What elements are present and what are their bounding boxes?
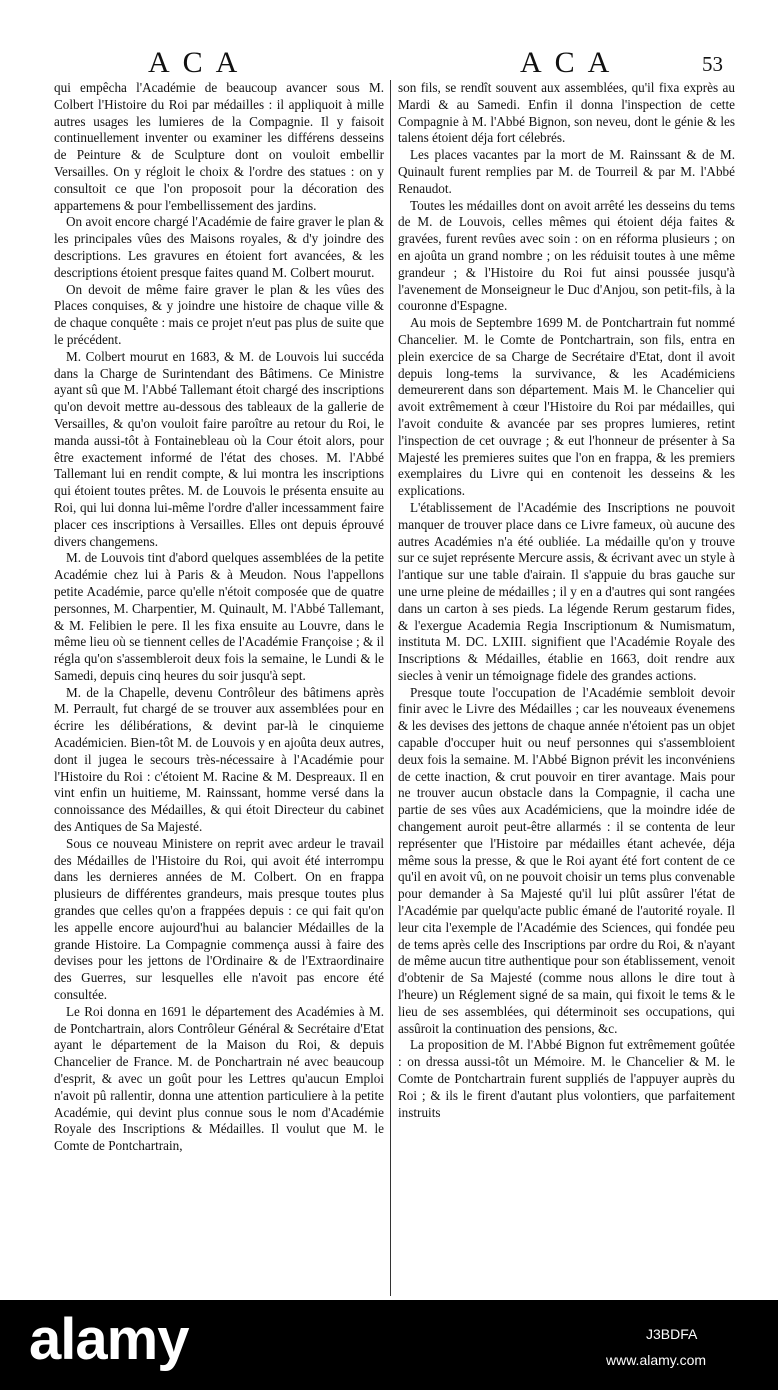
running-head-right: ACA (520, 46, 623, 79)
paragraph: M. de Louvois tint d'abord quelques assemblées de la petite Académie chez lui à Paris & à Meudon. Nous l'appellons petite Académie, parce qu'elle n'étoit composée que de quatre personnes, M. Charpentier, M. Quinault, M. l'Abbé Tallemant, & M. Felibien le pere. Il les fixa ensuite au Louvre, dans le même lieu où se tiennent celles de l'Académie Françoise ; & il régla qu'on s'assembleroit deux fois la semaine, le Lundi & le Samedi, depuis cinq heures du soir jusqu'à sept. (54, 550, 384, 683)
paragraph: M. de la Chapelle, devenu Contrôleur des bâtimens après M. Perrault, fut chargé de se trouver aux assemblées pour en écrire les délibérations, & devint par-là le cinquieme Académicien. Bien-tôt M. de Louvois y en ajoûta deux autres, dont il jugea le secours très-nécessaire à l'Académie pour l'Histoire du Roi : c'étoient M. Racine & M. Despreaux. Il en vint enfin un huitieme, M. Rainssant, homme versé dans la connoissance des Médailles, & qui étoit Directeur du cabinet des Antiques de Sa Majesté. (54, 684, 384, 835)
paragraph: On devoit de même faire graver le plan & les vûes des Places conquises, & y joindre une histoire de chaque ville & de chaque conquête : mais ce projet n'eut pas plus de suite que le précédent. (54, 281, 384, 347)
text-column-left (54, 80, 384, 1155)
paragraph: Le Roi donna en 1691 le département des Académies à M. de Pontchartrain, alors Contrôleur Général & Secrétaire d'Etat ayant le département de la Maison du Roi, & depuis Chancelier de France. M. de Ponchartrain né avec beaucoup d'esprit, & avec un goût pour les Lettres qu'aucun Emploi n'avoit pû rallentir, donna une attention particuliere à la petite Académie, qui devint plus connue sous le nom d'Académie Royale des Inscriptions & Médailles. Il voulut que M. le Comte de Pontchartrain, (54, 1003, 384, 1154)
paragraph: La proposition de M. l'Abbé Bignon fut extrêmement goûtée : on dressa aussi-tôt un Mémoire. M. le Chancelier & M. le Comte de Pontchartrain furent suppliés de l'appuyer auprès du Roi ; & ils le firent d'autant plus volontiers, que parfaitement instruits (398, 1037, 735, 1120)
paragraph: qui empêcha l'Académie de beaucoup avancer sous M. Colbert l'Histoire du Roi par médailles : il appliquoit à mille autres usages les lumieres de la Compagnie. Il y faisoit continuellement inventer ou examiner les différens desseins de Peinture & de Sculpture dont on vouloit embellir Versailles. On y régloit le choix & l'ordre des statues : on y consultoit ce que l'on proposoit pour la décoration des appartemens & pour l'embellissement des jardins. (54, 80, 384, 213)
text-column-right (398, 80, 735, 1121)
image-id: J3BDFA (646, 1326, 698, 1342)
running-head-left: ACA (148, 46, 251, 79)
page-number: 53 (702, 52, 723, 76)
paragraph: M. Colbert mourut en 1683, & M. de Louvois lui succéda dans la Charge de Surintendant des Bâtimens. Ce Ministre ayant sû que M. l'Abbé Tallemant étoit chargé des inscriptions qu'on devoit mettre au-dessous des tableaux de la gallerie de Versailles, & qu'on vouloit faire paroître au retour du Roi, le manda aussi-tôt à Fontainebleau où la Cour étoit alors, pour être exactement informé de l'état des choses. M. l'Abbé Tallemant lui en rendit compte, & lui montra les inscriptions qui étoient toutes prêtes. M. de Louvois le présenta ensuite au Roi, qui lui donna lui-même l'ordre d'aller incessamment faire placer ces inscriptions à Versailles. Elles ont depuis éprouvé divers changemens. (54, 348, 384, 549)
paragraph: L'établissement de l'Académie des Inscriptions ne pouvoit manquer de trouver place dans ce Livre fameux, où aucune des autres Académies n'a été oubliée. La médaille qu'on y trouve sur ce sujet représente Mercure assis, & écrivant avec un style à l'antique sur une table d'airain. Il s'appuie du bras gauche sur une urne pleine de médailles ; il y en a d'autres qui sont rangées dans un carton à ses pieds. La légende Rerum gestarum fides, & l'exergue Academia Regia Inscriptionum & Numismatum, instituta M. DC. LXIII. signifient que l'Académie Royale des Inscriptions & Médailles, établie en 1663, doit rendre aux siecles à venir un témoignage fidele des grandes actions. (398, 499, 735, 683)
paragraph: Au mois de Septembre 1699 M. de Pontchartrain fut nommé Chancelier. M. le Comte de Pontchartrain, son fils, entra en plein exercice de sa Charge de Secrétaire d'Etat, dont il avoit depuis long-tems la survivance, & les Académiciens demeurerent dans son département. Mais M. le Chancelier qui avoit extrêmement à cœur l'Histoire du Roi par médailles, qui l'avoit conduite & avancée par ses propres lumieres, retint l'inspection de cet ouvrage ; & eut l'honneur de présenter à Sa Majesté les premieres suites que l'on en frappa, & les premiers exemplaires du Livre qui en contenoit les desseins & les explications. (398, 315, 735, 499)
paragraph: son fils, se rendît souvent aux assemblées, qu'il fixa exprès au Mardi & au Samedi. Enfin il donna l'inspection de cette Compagnie à M. l'Abbé Bignon, son neveu, dont le génie & les talens étoient déja fort célebrés. (398, 80, 735, 146)
alamy-logo: alamy (29, 1307, 189, 1372)
column-divider (390, 80, 391, 1296)
watermark-url: www.alamy.com (606, 1352, 707, 1368)
paragraph: On avoit encore chargé l'Académie de faire graver le plan & les principales vûes des Maisons royales, & d'y joindre des descriptions. Les gravures en étoient fort avancées, & les descriptions étoient presque faites quand M. Colbert mourut. (54, 214, 384, 280)
paragraph: Les places vacantes par la mort de M. Rainssant & de M. Quinault furent remplies par M. de Tourreil & par M. l'Abbé Renaudot. (398, 147, 735, 196)
paragraph: Sous ce nouveau Ministere on reprit avec ardeur le travail des Médailles de l'Histoire du Roi, qui avoit été interrompu dans les dernieres années de M. Colbert. On en frappa plusieurs de différentes grandeurs, mais presque toutes plus grandes que celles qu'on a frappées depuis : ce qui fait qu'on les appelle encore aujourd'hui au balancier Médailles de la grande Histoire. La Compagnie commença aussi à faire des devises pour les jettons de l'Ordinaire & de l'Extraordinaire des Guerres, sur lesquelles elle n'avoit pas encore été consultée. (54, 835, 384, 1003)
paragraph: Toutes les médailles dont on avoit arrêté les desseins du tems de M. de Louvois, celles mêmes qui étoient déja faites & gravées, furent revûes avec soin : on en réforma plusieurs ; on en ajoûta un grand nombre ; on les réduisit toutes à une même grandeur ; & l'Histoire du Roi fut ainsi poussée jusqu'à l'avenement de Monseigneur le Duc d'Anjou, son petit-fils, à la couronne d'Espagne. (398, 197, 735, 314)
paragraph: Presque toute l'occupation de l'Académie sembloit devoir finir avec le Livre des Médailles ; car les nouveaux évenemens & les devises des jettons de chaque année n'étoient pas un objet capable d'occuper huit ou neuf personnes qui s'assembloient deux fois la semaine. M. l'Abbé Bignon prévit les inconvéniens de cette inaction, & crut pouvoir en tirer avantage. Mais pour ne trouver aucun obstacle dans la Compagnie, il cacha une partie de ses vûes aux Académiciens, que la moindre idée de changement auroit peut-être allarmés : il se contenta de leur représenter que l'Histoire par médailles étant achevée, déja même sous la presse, & que le Roi ayant été fort content de ce qu'il en avoit vû, on ne pouvoit choisir un tems plus convenable pour demander à Sa Majesté qu'il lui plût assûrer l'état de l'Académie par quelqu'acte public émané de l'autorité royale. Il leur cita l'exemple de l'Académie des Sciences, qui fondée peu de tems après celle des Inscriptions par ordre du Roi, & n'ayant de même aucun titre authentique pour son établissement, venoit d'obtenir de Sa Majesté (comme nous allons le dire tout à l'heure) un Réglement signé de sa main, qui fixoit le tems & le lieu de ses assemblées, qui déterminoit ses occupations, qui assûroit la continuation des pensions, &c. (398, 684, 735, 1036)
